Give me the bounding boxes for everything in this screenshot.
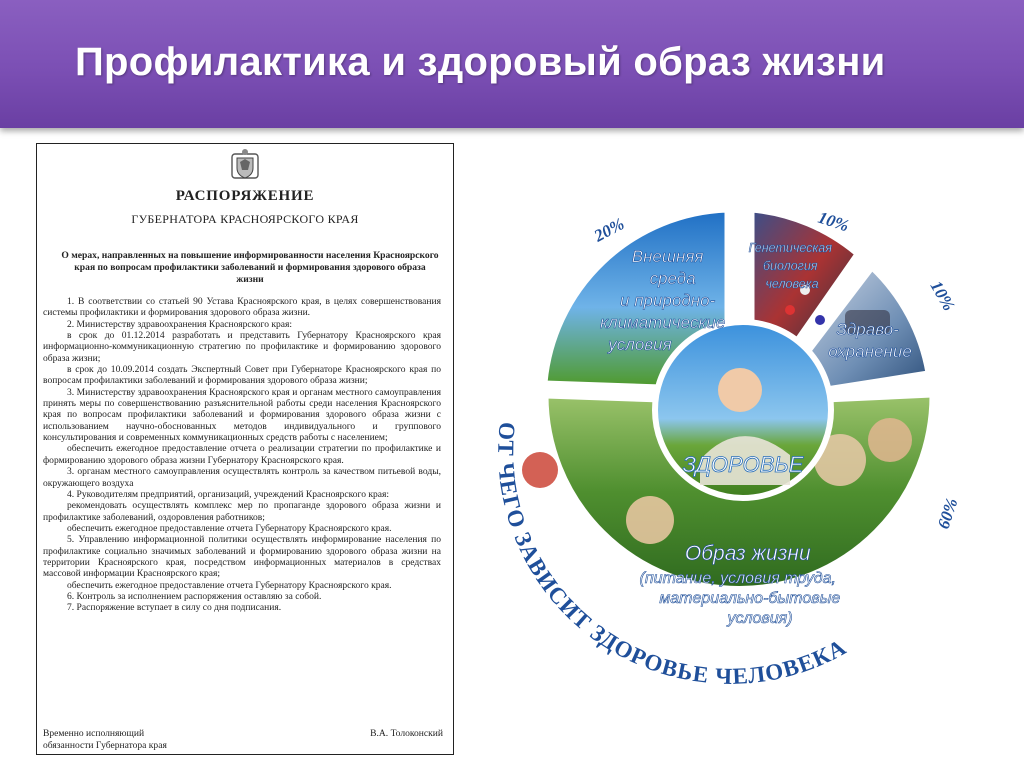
paragraph: обеспечить ежегодное предоставление отчета о реализации стратегии по профилактике и формированию здорового образа жизни Губернатору Красноярского края. [43,443,441,466]
segment-label-environment: Внешняя среда и природно- климатические условия [599,247,726,354]
paragraph: 3. Министерству здравоохранения Красноярского края и органам местного самоуправления принять меры по совершенствованию разъяснительной работы среди населения Красноярского края по вопросам профилактики заболеваний и формирования здорового образа жизни с использованием научно-обоснованных методов индивидуального и группового консультирования и современных коммуникационных средств работы с населением; [43,386,441,444]
paragraph: в срок до 10.09.2014 создать Экспертный Совет при Губернаторе Красноярского края по вопросам профилактики заболеваний и формирования здорового образа жизни; [43,364,441,387]
document-subject: О мерах, направленных на повышение информированности населения Красноярского края по вопросам профилактики заболеваний и формирования здорового образа жизни [61,250,439,286]
paragraph: рекомендовать осуществлять комплекс мер по пропаганде здорового образа жизни и профилактике заболеваний, оздоровления работников; [43,500,441,523]
document-heading: РАСПОРЯЖЕНИЕ [175,188,315,204]
paragraph: 1. В соответствии со статьей 90 Устава Красноярского края, в целях совершенствования системы профилактики и формирования здорового образа жизни. [43,296,441,319]
paragraph: 2. Министерству здравоохранения Красноярского края: [67,318,293,330]
signature-name: В.А. Толоконский [370,728,443,739]
document-subheading: ГУБЕРНАТОРА КРАСНОЯРСКОГО КРАЯ [131,212,359,226]
signature-position [43,728,167,752]
document-body [43,296,441,614]
paragraph: 3. органам местного самоуправления осуществлять контроль за качеством питьевой воды, окружающего воздуха [43,466,441,489]
segment-label-genetics: Генетическая биология человека [748,241,832,291]
signature-line-1: Временно исполняющий [43,728,145,739]
segment-label-lifestyle: Образ жизни (питание, условия труда, материально-бытовые условия) [639,542,841,627]
center-label: ЗДОРОВЬЕ [682,452,804,477]
title-banner [0,0,1024,128]
paragraph: 4. Руководителям предприятий, организаций, учреждений Красноярского края: [67,488,390,500]
paragraph: обеспечить ежегодное предоставление отчета Губернатору Красноярского края. [67,522,392,534]
percent-environment: 20% [590,214,628,246]
percent-lifestyle: 60% [933,495,962,532]
percent-genetics: 10% [815,207,852,236]
paragraph: 6. Контроль за исполнением распоряжения оставляю за собой. [67,590,322,602]
percent-healthcare: 10% [926,277,959,314]
coat-of-arms-icon [228,148,262,182]
arc-caption: ОТ ЧЕГО ЗАВИСИТ ЗДОРОВЬЕ ЧЕЛОВЕКА [493,421,851,689]
health-factors-diagram [490,200,970,695]
slide-title: Профилактика и здоровый образ жизни [75,40,886,84]
paragraph: в срок до 01.12.2014 разработать и представить Губернатору Красноярского края информационно-коммуникационную стратегию по профилактике и формированию здорового образа жизни; [43,330,441,364]
signature-line-2: обязанности Губернатора края [43,740,167,751]
paragraph: 5. Управлению информационной политики осуществлять информирование населения по профилактике социально значимых заболеваний и формированию здорового образа жизни на территории Красноярского края, посредством информационных материалов в средствах массовой информации Красноярского края; [43,534,441,580]
paragraph: 7. Распоряжение вступает в силу со дня подписания. [67,602,282,614]
segment-label-healthcare: Здраво- охранение [828,320,912,361]
decree-document [36,143,454,755]
paragraph: обеспечить ежегодное предоставление отчета Губернатору Красноярского края. [67,579,392,591]
